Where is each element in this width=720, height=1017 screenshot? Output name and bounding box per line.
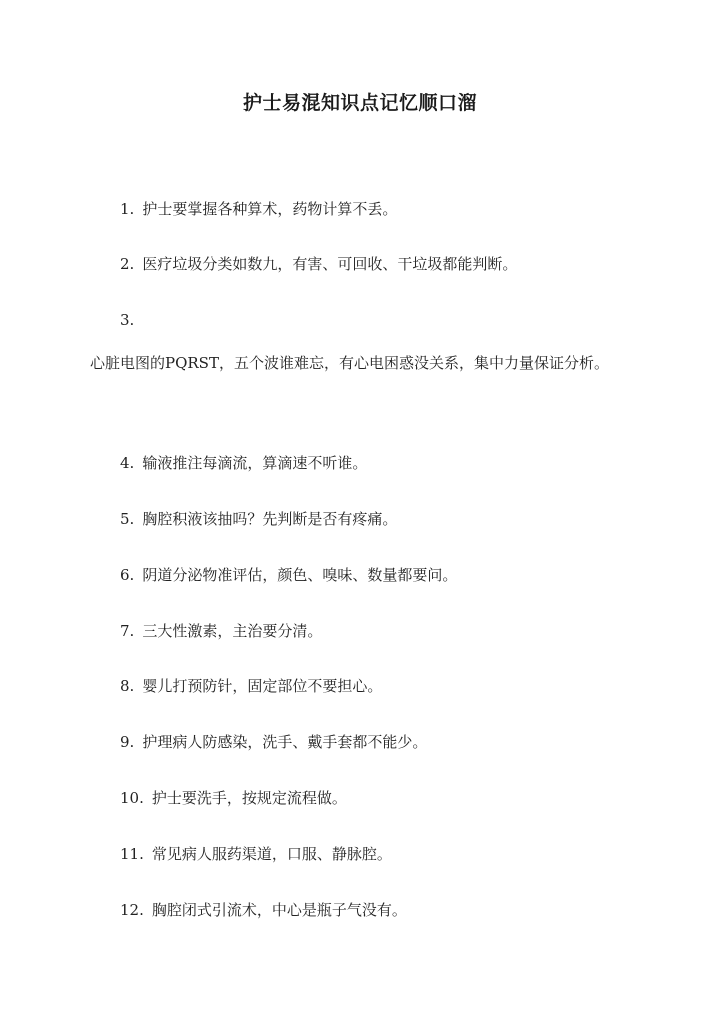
item-number: 3. <box>120 311 135 329</box>
list-item <box>120 841 392 867</box>
item-number: 11. <box>120 845 144 863</box>
item-number: 10. <box>120 789 144 807</box>
item-text-wrapped: 心脏电图的PQRST，五个波谁难忘，有心电困惑没关系，集中力量保证分析。 <box>90 354 609 372</box>
list-item <box>120 562 457 588</box>
item-number: 4. <box>120 454 135 472</box>
item-number: 8. <box>120 677 135 695</box>
document-title: 护士易混知识点记忆顺口溜 <box>242 92 477 114</box>
item-text: 医疗垃圾分类如数九，有害、可回收、干垃圾都能判断。 <box>142 255 518 273</box>
item-text: 护士要掌握各种算术，药物计算不丢。 <box>142 200 398 218</box>
list-item <box>120 785 347 811</box>
list-item <box>120 673 382 699</box>
list-item <box>120 618 322 644</box>
item-text: 婴儿打预防针，固定部位不要担心。 <box>142 677 383 695</box>
item-number: 7. <box>120 622 135 640</box>
item-text: 护士要洗手，按规定流程做。 <box>151 789 347 807</box>
item-number: 1. <box>120 200 135 218</box>
item-text: 胸腔积液该抽吗？先判断是否有疼痛。 <box>142 510 398 528</box>
item-text: 护理病人防感染，洗手、戴手套都不能少。 <box>142 733 428 751</box>
list-item <box>120 506 397 532</box>
item-text: 胸腔闭式引流术，中心是瓶子气没有。 <box>151 901 407 919</box>
item-number: 5. <box>120 510 135 528</box>
list-item <box>120 450 367 476</box>
item-number: 12. <box>120 901 144 919</box>
item-text: 输液推注每滴流，算滴速不听谁。 <box>142 454 368 472</box>
item-number: 6. <box>120 566 135 584</box>
item-text: 阴道分泌物准评估，颜色、嗅味、数量都要问。 <box>142 566 458 584</box>
list-item-number-only <box>120 307 142 333</box>
list-item <box>120 251 517 277</box>
list-item <box>120 196 397 222</box>
item-text: 常见病人服药渠道，口服、静脉腔。 <box>151 845 392 863</box>
list-item <box>120 897 407 923</box>
item-number: 9. <box>120 733 135 751</box>
item-text: 三大性激素，主治要分清。 <box>142 622 323 640</box>
list-item <box>120 729 427 755</box>
item-number: 2. <box>120 255 135 273</box>
